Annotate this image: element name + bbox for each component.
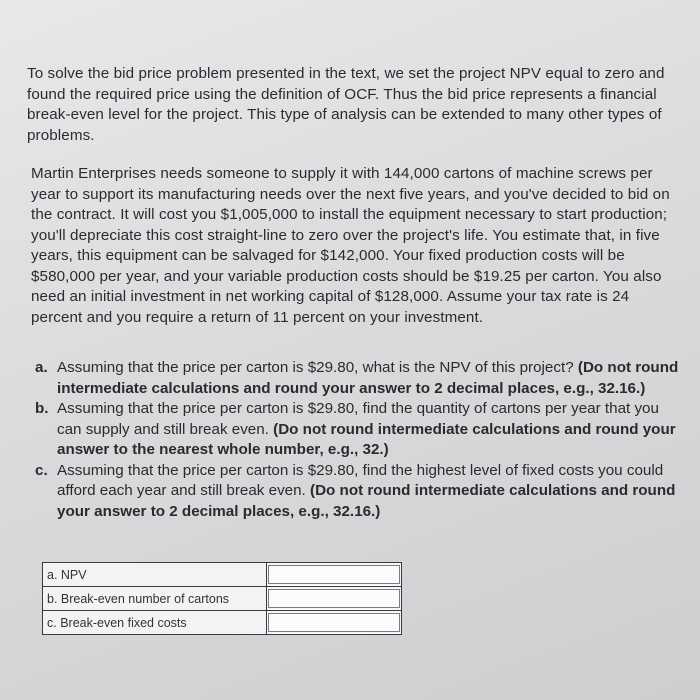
question-letter: a.	[35, 359, 48, 376]
question-text: Assuming that the price per carton is $29.80, find the highest level of fixed costs you could afford each year and still break even.	[57, 461, 664, 499]
table-row	[43, 611, 402, 635]
question-instruction: (Do not round intermediate calculations and round your answer to 2 decimal places, e.g., 32.16.)	[57, 359, 679, 397]
question-c	[35, 461, 680, 523]
question-letter: c.	[35, 461, 48, 479]
answer-table	[42, 562, 402, 635]
question-a	[35, 358, 680, 399]
breakeven-cartons-answer-cell	[267, 587, 402, 611]
breakeven-cartons-answer-input[interactable]	[268, 589, 400, 608]
question-b	[35, 399, 680, 461]
row-label: b. Break-even number of cartons	[43, 587, 267, 611]
problem-statement: Martin Enterprises needs someone to supply it with 144,000 cartons of machine screws per year to support its manufacturing needs over the next five years, and you've decided to bid on the contract. It will cost you $1,005,000 to install the equipment necessary to start production; you'll depreciate this cost straight-line to zero over the project's life. You estimate that, in five years, this equipment can be salvaged for $142,000. Your fixed production costs will be $580,000 per year, and your variable production costs should be $19.25 per carton. You also need an initial investment in net working capital of $128,000. Assume your tax rate is 24 percent and you require a return of 11 percent on your investment.	[31, 165, 670, 326]
question-text: Assuming that the price per carton is $29.80, what is the NPV of this project?	[57, 359, 574, 376]
question-text: Assuming that the price per carton is $29.80, find the quantity of cartons per year that you can supply and still break even.	[57, 400, 659, 438]
breakeven-fixed-costs-answer-cell	[267, 611, 402, 635]
npv-answer-cell	[267, 563, 402, 587]
question-instruction: (Do not round intermediate calculations and round your answer to 2 decimal places, e.g., 32.16.)	[57, 482, 676, 520]
intro-paragraph: To solve the bid price problem presented in the text, we set the project NPV equal to zero and found the required price using the definition of OCF. Thus the bid price represents a financial break-even level for the project. This type of analysis can be extended to many other types of problems.	[27, 65, 665, 144]
breakeven-fixed-costs-answer-input[interactable]	[268, 613, 400, 632]
npv-answer-input[interactable]	[268, 565, 400, 584]
question-instruction: (Do not round intermediate calculations and round your answer to the nearest whole number, e.g., 32.)	[57, 420, 676, 458]
row-label: a. NPV	[43, 563, 267, 587]
table-row	[43, 563, 402, 587]
question-list	[35, 358, 680, 522]
question-letter: b.	[35, 400, 49, 417]
table-row	[43, 587, 402, 611]
row-label: c. Break-even fixed costs	[43, 611, 267, 635]
